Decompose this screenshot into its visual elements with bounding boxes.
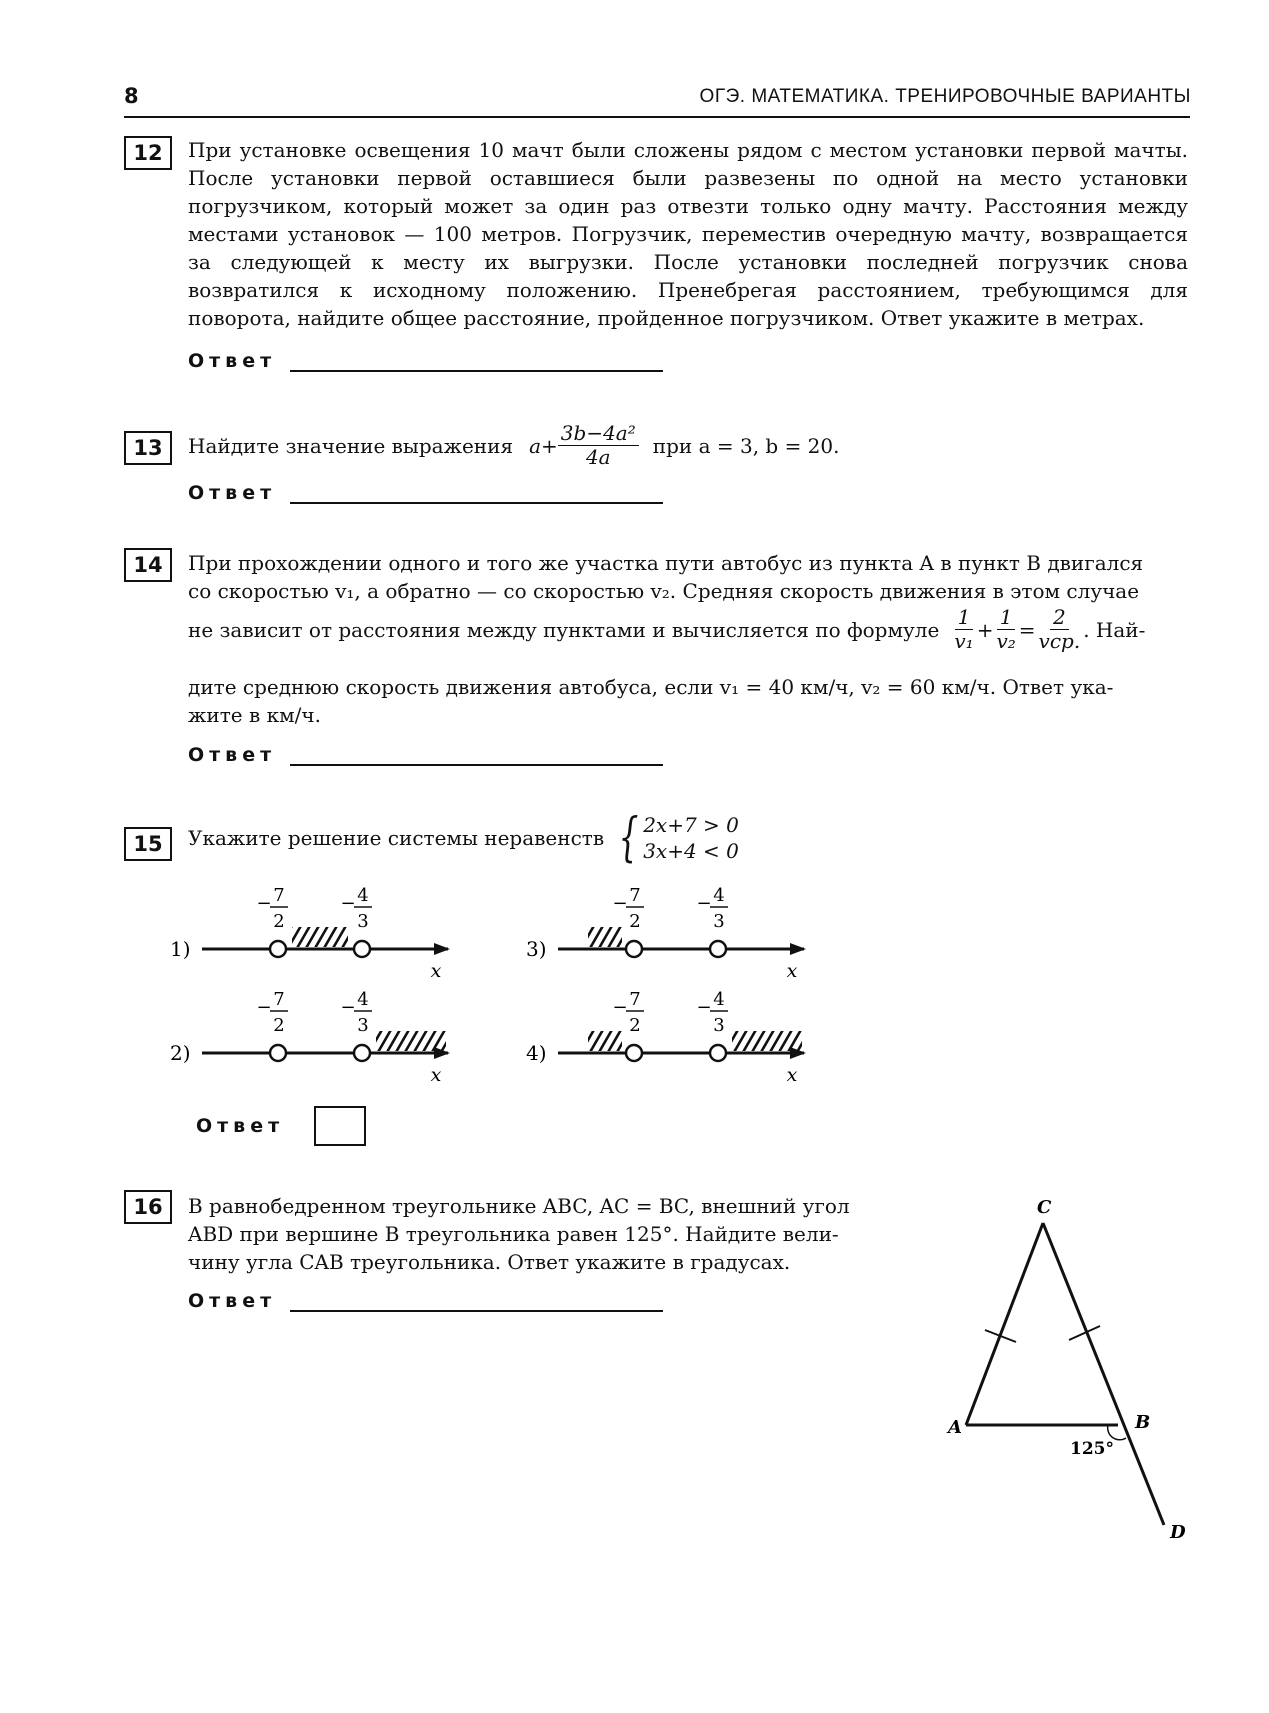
answer-line[interactable] xyxy=(290,350,663,372)
number-line-option-3 xyxy=(526,885,806,982)
task-13-text xyxy=(188,422,840,469)
minus-sign: − xyxy=(256,893,272,914)
answer-label: Ответ xyxy=(188,744,277,766)
open-point xyxy=(626,1045,642,1061)
brace-icon: { xyxy=(618,808,639,868)
angle-label: 125° xyxy=(1070,1439,1114,1459)
running-title: ОГЭ. МАТЕМАТИКА. ТРЕНИРОВОЧНЫЕ ВАРИАНТЫ xyxy=(699,86,1191,107)
task-16-line-1: В равнобедренном треугольнике ABC, AC = BC, внешний угол xyxy=(188,1194,850,1218)
open-point xyxy=(270,1045,286,1061)
frac-1-num: 1 xyxy=(955,606,974,630)
point-label-num: 7 xyxy=(273,989,285,1010)
task-16-line-3: чину угла CAB треугольника. Ответ укажите в градусах. xyxy=(188,1250,791,1274)
answer-label: Ответ xyxy=(188,482,277,504)
option-label: 3) xyxy=(526,937,547,961)
task-14-answer xyxy=(188,744,663,766)
task-14-frac-1 xyxy=(951,606,976,653)
point-label-num: 4 xyxy=(357,885,369,906)
axis-variable: x xyxy=(786,1064,798,1086)
label-c: C xyxy=(1037,1197,1052,1218)
answer-line[interactable] xyxy=(290,1290,663,1312)
point-label-den: 3 xyxy=(357,1015,369,1036)
open-point xyxy=(354,1045,370,1061)
task-14-line-4: дите среднюю скорость движения автобуса, если v₁ = 40 км/ч, v₂ = 60 км/ч. Ответ ука- xyxy=(188,675,1114,699)
number-line-option-2 xyxy=(170,989,450,1086)
open-point xyxy=(354,941,370,957)
number-line-option-4 xyxy=(526,989,806,1086)
frac-3-den: vср. xyxy=(1038,629,1081,653)
task-13-prefix: Найдите значение выражения xyxy=(188,433,514,458)
point-label-num: 4 xyxy=(713,989,725,1010)
task-12-answer xyxy=(188,350,663,372)
task-16-line-2: ABD при вершине B треугольника равен 125°. Найдите вели- xyxy=(188,1222,839,1246)
task-13-number: 13 xyxy=(124,431,172,465)
task-14-line-3-text: не зависит от расстояния между пунктами и вычисляется по формуле xyxy=(188,617,940,642)
shaded-region xyxy=(292,927,348,947)
axis-variable: x xyxy=(430,960,442,982)
answer-box[interactable] xyxy=(314,1106,366,1146)
open-point xyxy=(626,941,642,957)
task-12-text: При установке освещения 10 мачт были сложены рядом с местом установки первой мачты. После установки первой оставшиеся были развезены по одной на место установки погрузчиком, который может за один раз отвезти только одну мачту. Расстояния между местами установок — 100 метров. Погрузчик, переместив очередную мачту, возвращается за следующей к месту их выгрузки. После установки последней погрузчик снова возвратился к исходному положению. Пренебрегая расстоянием, требующимся для поворота, найдите общее расстояние, пройденное погрузчиком. Ответ укажите в метрах. xyxy=(188,138,1188,330)
task-15-text xyxy=(188,808,739,868)
answer-label: Ответ xyxy=(196,1115,285,1137)
answer-line[interactable] xyxy=(290,744,663,766)
open-point xyxy=(710,1045,726,1061)
task-14-line-3-end: . Най- xyxy=(1083,617,1146,642)
plus-sign: + xyxy=(976,617,994,642)
task-14-frac-3 xyxy=(1036,606,1084,653)
task-16-answer xyxy=(188,1290,663,1312)
minus-sign: − xyxy=(340,893,356,914)
frac-3-num: 2 xyxy=(1050,606,1069,630)
point-label-den: 3 xyxy=(357,911,369,932)
triangle-diagram xyxy=(930,1190,1210,1550)
point-label-num: 4 xyxy=(357,989,369,1010)
task-14-line-2: со скоростью v₁, а обратно — со скоростью v₂. Средняя скорость движения в этом случае xyxy=(188,579,1140,603)
side-ac xyxy=(966,1223,1043,1425)
point-label-den: 2 xyxy=(273,911,285,932)
minus-sign: − xyxy=(340,997,356,1018)
inequality-2: 3x+4 < 0 xyxy=(643,839,739,863)
point-label-num: 7 xyxy=(273,885,285,906)
label-a: A xyxy=(948,1417,962,1438)
point-label-den: 3 xyxy=(713,911,725,932)
task-13-frac-num: 3b−4a² xyxy=(558,422,639,446)
open-point xyxy=(710,941,726,957)
answer-label: Ответ xyxy=(188,350,277,372)
minus-sign: − xyxy=(256,997,272,1018)
frac-2-num: 1 xyxy=(997,606,1016,630)
task-14-frac-2 xyxy=(993,606,1018,653)
task-14-number: 14 xyxy=(124,548,172,582)
header-rule xyxy=(124,116,1190,118)
open-point xyxy=(270,941,286,957)
minus-sign: − xyxy=(696,893,712,914)
shaded-region xyxy=(588,1031,622,1051)
option-label: 1) xyxy=(170,937,191,961)
task-15-prefix: Укажите решение системы неравенств xyxy=(188,826,605,850)
number-line-option-1 xyxy=(170,885,450,982)
point-label-den: 3 xyxy=(713,1015,725,1036)
point-label-den: 2 xyxy=(629,911,641,932)
answer-line[interactable] xyxy=(290,482,663,504)
task-15-number: 15 xyxy=(124,827,172,861)
inequality-1: 2x+7 > 0 xyxy=(643,813,739,837)
shaded-region xyxy=(588,927,622,947)
frac-2-den: v₂ xyxy=(996,629,1016,653)
task-14-line-5: жите в км/ч. xyxy=(188,703,321,727)
point-label-num: 7 xyxy=(629,885,641,906)
task-13-suffix: при a = 3, b = 20. xyxy=(652,433,840,458)
frac-1-den: v₁ xyxy=(954,629,974,653)
task-13-var-a: a xyxy=(529,433,542,458)
task-15-answer xyxy=(196,1106,366,1146)
axis-variable: x xyxy=(430,1064,442,1086)
minus-sign: − xyxy=(612,997,628,1018)
task-14-line-1: При прохождении одного и того же участка пути автобус из пункта A в пункт B двигался xyxy=(188,551,1144,575)
equals-sign: = xyxy=(1018,617,1036,642)
minus-sign: − xyxy=(696,997,712,1018)
task-13-answer xyxy=(188,482,663,504)
task-14-line-3 xyxy=(188,606,1188,653)
point-label-num: 4 xyxy=(713,885,725,906)
page-number: 8 xyxy=(124,84,139,108)
axis-variable: x xyxy=(786,960,798,982)
arrow-icon xyxy=(790,943,806,955)
task-15-options xyxy=(170,885,910,1115)
label-d: D xyxy=(1170,1522,1186,1543)
point-label-den: 2 xyxy=(629,1015,641,1036)
task-12-number: 12 xyxy=(124,136,172,170)
task-13-plus: + xyxy=(541,433,558,458)
label-b: B xyxy=(1135,1412,1151,1433)
task-16-number: 16 xyxy=(124,1190,172,1224)
task-13-frac-den: 4a xyxy=(585,445,611,469)
arrow-icon xyxy=(434,943,450,955)
option-label: 2) xyxy=(170,1041,191,1065)
side-cb-extended-to-d xyxy=(1043,1223,1164,1525)
inequality-system xyxy=(612,808,739,868)
point-label-den: 2 xyxy=(273,1015,285,1036)
option-label: 4) xyxy=(526,1041,547,1065)
minus-sign: − xyxy=(612,893,628,914)
task-13-fraction xyxy=(558,422,639,469)
answer-label: Ответ xyxy=(188,1290,277,1312)
point-label-num: 7 xyxy=(629,989,641,1010)
